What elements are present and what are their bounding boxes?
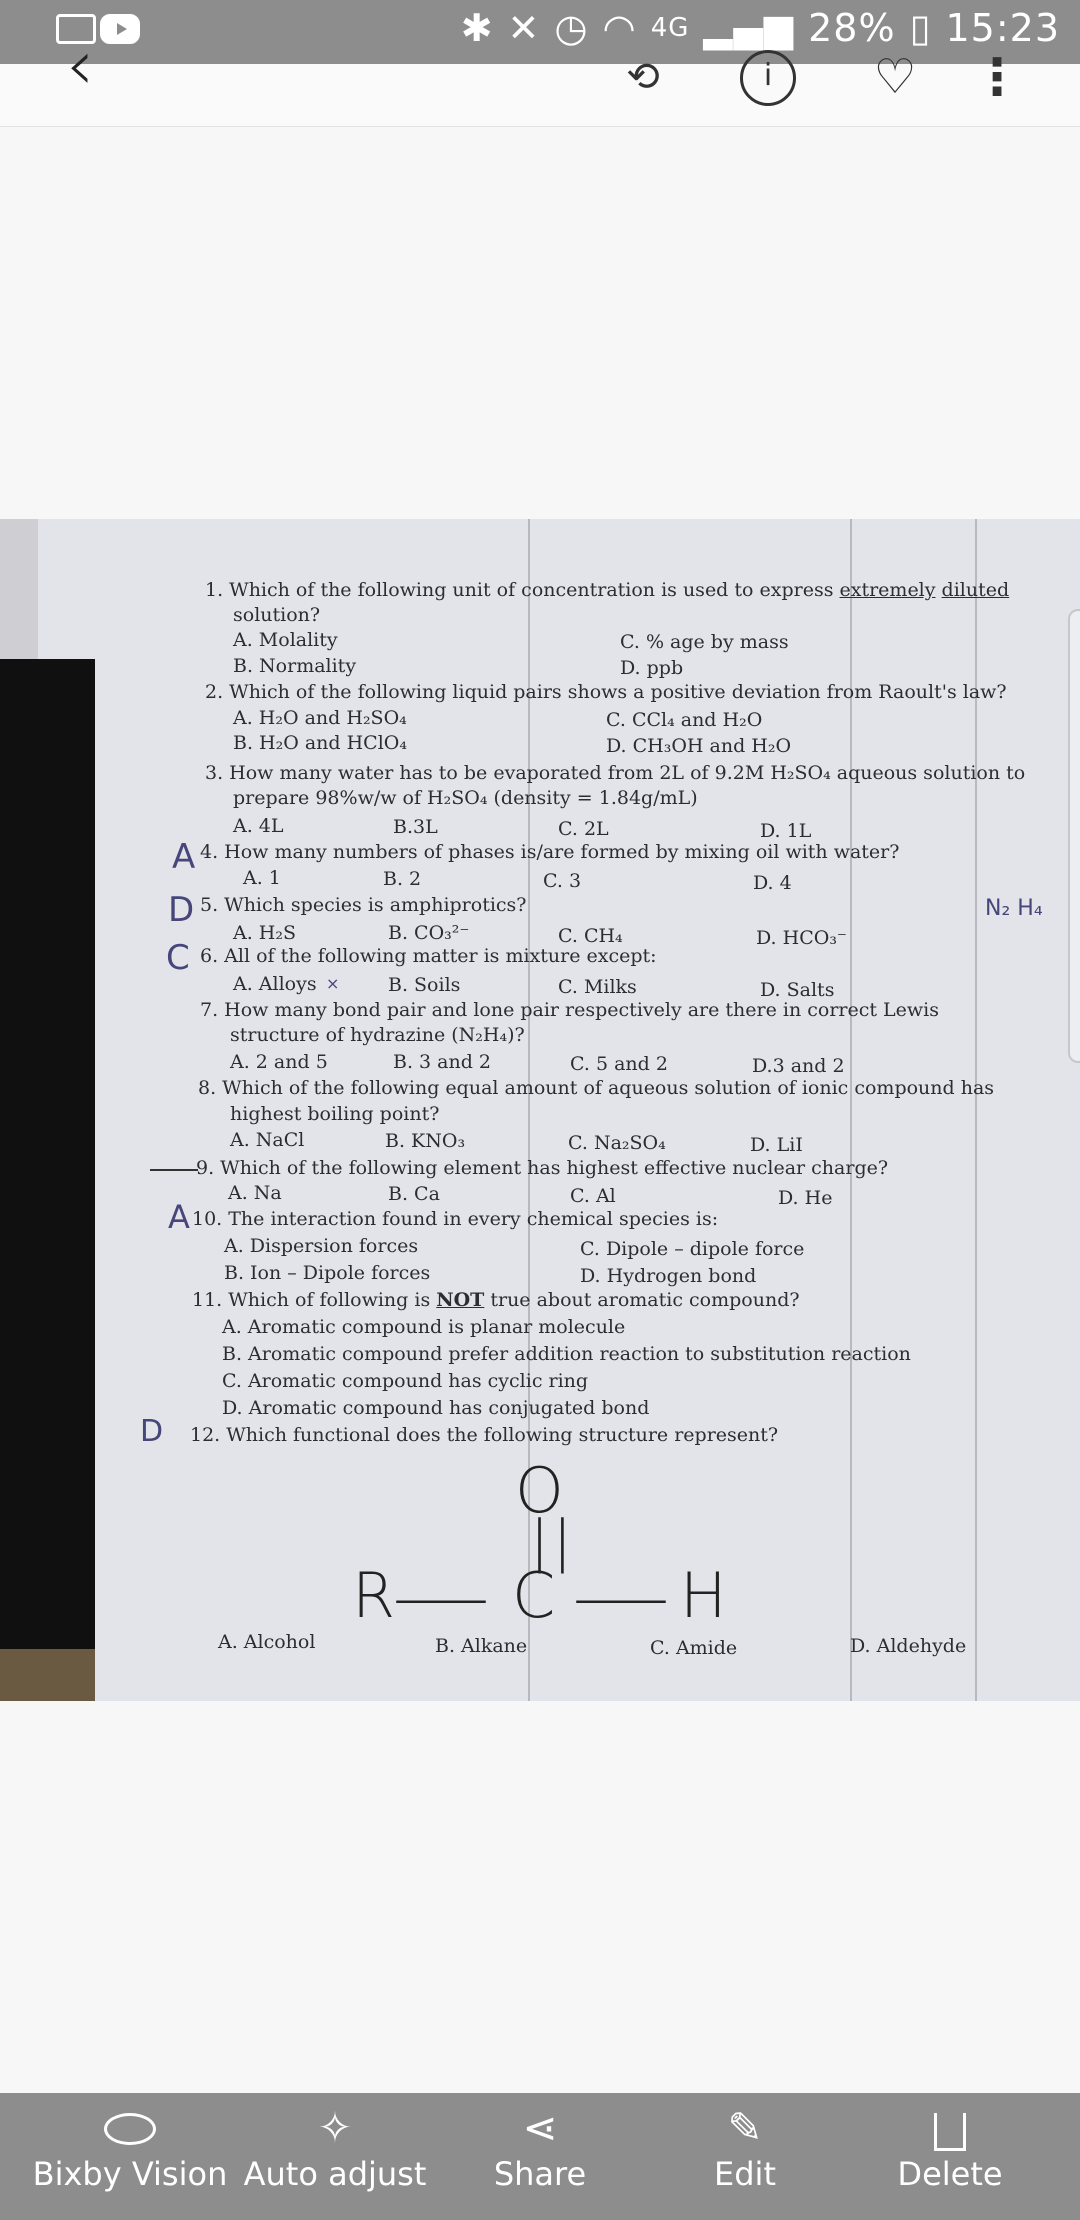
edit-label: Edit	[714, 2155, 776, 2193]
share-icon: ⋖	[522, 2103, 558, 2152]
option-a: A. 1	[243, 867, 281, 889]
option-b: B.3L	[393, 816, 438, 838]
question-text: prepare 98%w/w of H₂SO₄ (density = 1.84g/mL)	[233, 787, 698, 809]
option-a: A. 2 and 5	[230, 1051, 328, 1073]
pencil-icon: ✎	[727, 2103, 763, 2152]
option-d: D. LiI	[750, 1134, 803, 1156]
chevron-left-icon: ‹	[66, 24, 94, 106]
handwritten-mark: ×	[326, 974, 340, 993]
option-b: B. Normality	[233, 655, 357, 677]
option-d: D. 1L	[760, 820, 812, 842]
option-b: B. Alkane	[435, 1635, 528, 1657]
option-d: D. ppb	[620, 657, 684, 679]
option-c: C. 2L	[558, 818, 609, 840]
option-a: A. Alcohol	[218, 1631, 316, 1653]
option-c: C. Amide	[650, 1637, 738, 1659]
option-a: A. Aromatic compound is planar molecule	[222, 1316, 626, 1338]
option-b: B. CO₃²⁻	[388, 922, 470, 944]
trash-icon	[934, 2113, 966, 2151]
question-12: 12. Which functional does the following structure represent?	[190, 1424, 779, 1446]
option-a: A. Dispersion forces	[224, 1235, 419, 1257]
option-a: A. H₂O and H₂SO₄	[233, 707, 407, 729]
option-b: B. H₂O and HClO₄	[233, 732, 407, 754]
option-a: A. Na	[228, 1182, 282, 1204]
option-b: B. Soils	[388, 974, 461, 996]
option-b: B. 2	[383, 868, 422, 890]
bixby-vision-label: Bixby Vision	[32, 2155, 228, 2193]
question-3: 3. How many water has to be evaporated from 2L of 9.2M H₂SO₄ aqueous solution to	[205, 762, 1026, 784]
structure-bond: —	[571, 1561, 671, 1634]
rotate-icon: ⟲	[626, 54, 660, 100]
handwritten-answer: D	[168, 890, 195, 930]
option-c: C. CH₄	[558, 925, 623, 947]
question-text: true about aromatic compound?	[484, 1289, 800, 1311]
underlined-word: diluted	[941, 579, 1010, 601]
question-6: 6. All of the following matter is mixture except:	[200, 945, 657, 967]
option-c: C. Dipole – dipole force	[580, 1238, 805, 1260]
handwritten-answer: A	[172, 837, 196, 877]
structure-double-bond: ||	[530, 1509, 576, 1574]
option-a: A. Alloys	[233, 973, 317, 995]
photo-viewport[interactable]	[0, 519, 1080, 1701]
handwritten-answer: C	[166, 938, 190, 978]
option-b: B. 3 and 2	[393, 1051, 492, 1073]
option-c: C. % age by mass	[620, 631, 789, 653]
question-paper	[0, 519, 1080, 1701]
emphasis-not: NOT	[436, 1289, 485, 1311]
details-button[interactable]	[740, 50, 796, 106]
share-button[interactable]	[440, 2093, 640, 2220]
option-c: C. 5 and 2	[570, 1053, 668, 1075]
structure-atom-o: O	[515, 1454, 564, 1527]
pen-stroke	[150, 1169, 198, 1171]
question-text: solution?	[233, 604, 321, 626]
magic-wand-icon: ✧	[317, 2103, 353, 2152]
question-4: 4. How many numbers of phases is/are formed by mixing oil with water?	[200, 841, 900, 863]
handwritten-answer: D	[140, 1414, 164, 1449]
alarm-icon: ◷	[554, 6, 589, 50]
option-a: A. Molality	[233, 629, 338, 651]
question-11	[192, 1289, 800, 1311]
mute-icon: ✕	[507, 6, 541, 50]
bixby-vision-button[interactable]	[30, 2093, 230, 2220]
option-d: D.3 and 2	[752, 1055, 845, 1077]
option-b: B. Ion – Dipole forces	[224, 1262, 431, 1284]
question-text: 1. Which of the following unit of concentration is used to express	[205, 579, 840, 601]
option-c: C. Al	[570, 1185, 616, 1207]
bluetooth-icon: ✱	[460, 6, 494, 50]
question-text: structure of hydrazine (N₂H₄)?	[230, 1024, 525, 1046]
edit-button[interactable]	[645, 2093, 845, 2220]
battery-icon: ▯	[909, 6, 932, 50]
question-text: 11. Which of following is	[192, 1289, 437, 1311]
option-d: D. 4	[753, 872, 792, 894]
signal-icon: ▂▄▆	[703, 6, 795, 50]
question-7: 7. How many bond pair and lone pair respectively are there in correct Lewis	[200, 999, 940, 1021]
option-d: D. He	[778, 1187, 833, 1209]
question-5: 5. Which species is amphiprotics?	[200, 894, 527, 916]
question-8: 8. Which of the following equal amount of aqueous solution of ionic compound has	[198, 1077, 995, 1099]
underlined-word: extremely	[839, 579, 936, 601]
question-text: highest boiling point?	[230, 1103, 440, 1125]
option-d: D. HCO₃⁻	[756, 927, 847, 949]
option-c: C. 3	[543, 870, 582, 892]
delete-button[interactable]	[850, 2093, 1050, 2220]
info-icon: i	[763, 58, 773, 93]
option-b: B. Aromatic compound prefer addition reaction to substitution reaction	[222, 1343, 911, 1365]
option-a: A. H₂S	[233, 922, 297, 944]
question-10: 10. The interaction found in every chemical species is:	[192, 1208, 719, 1230]
heart-icon: ♡	[873, 49, 917, 105]
handwritten-answer: A	[168, 1198, 190, 1236]
question-9: 9. Which of the following element has highest effective nuclear charge?	[196, 1157, 889, 1179]
option-c: C. Na₂SO₄	[568, 1132, 666, 1154]
clock: 15:23	[945, 6, 1060, 50]
option-d: D. Hydrogen bond	[580, 1265, 757, 1287]
share-label: Share	[493, 2155, 587, 2193]
auto-adjust-button[interactable]	[225, 2093, 445, 2220]
option-d: D. Salts	[760, 979, 835, 1001]
rotate-button[interactable]	[608, 42, 678, 112]
structure-bond: —	[391, 1561, 491, 1634]
favorite-button[interactable]	[860, 42, 930, 112]
question-2: 2. Which of the following liquid pairs shows a positive deviation from Raoult's law?	[205, 681, 1007, 703]
option-a: A. NaCl	[230, 1129, 305, 1151]
structure-atom-h: H	[680, 1559, 727, 1632]
back-button[interactable]	[45, 24, 115, 106]
more-vertical-icon: ⋮	[972, 48, 1022, 106]
option-a: A. 4L	[233, 815, 284, 837]
option-c: C. Aromatic compound has cyclic ring	[222, 1370, 589, 1392]
option-c: C. CCl₄ and H₂O	[606, 709, 763, 731]
option-b: B. KNO₃	[385, 1130, 466, 1152]
structure-atom-r: R	[352, 1559, 396, 1632]
delete-label: Delete	[897, 2155, 1003, 2193]
option-d: D. Aromatic compound has conjugated bond	[222, 1397, 650, 1419]
option-b: B. Ca	[388, 1183, 440, 1205]
handwritten-note: N₂ H₄	[985, 896, 1043, 921]
bottom-action-bar	[0, 2093, 1080, 2220]
option-d: D. CH₃OH and H₂O	[606, 735, 792, 757]
structure-atom-c: C	[512, 1559, 556, 1632]
network-type: 4G	[650, 13, 690, 43]
option-c: C. Milks	[558, 976, 637, 998]
battery-percent: 28%	[808, 6, 896, 50]
eye-icon	[104, 2113, 156, 2145]
question-1	[205, 579, 1009, 601]
wifi-icon: ◠	[602, 6, 637, 50]
auto-adjust-label: Auto adjust	[243, 2155, 427, 2193]
more-options-button[interactable]	[962, 42, 1032, 112]
option-d: D. Aldehyde	[850, 1635, 967, 1657]
